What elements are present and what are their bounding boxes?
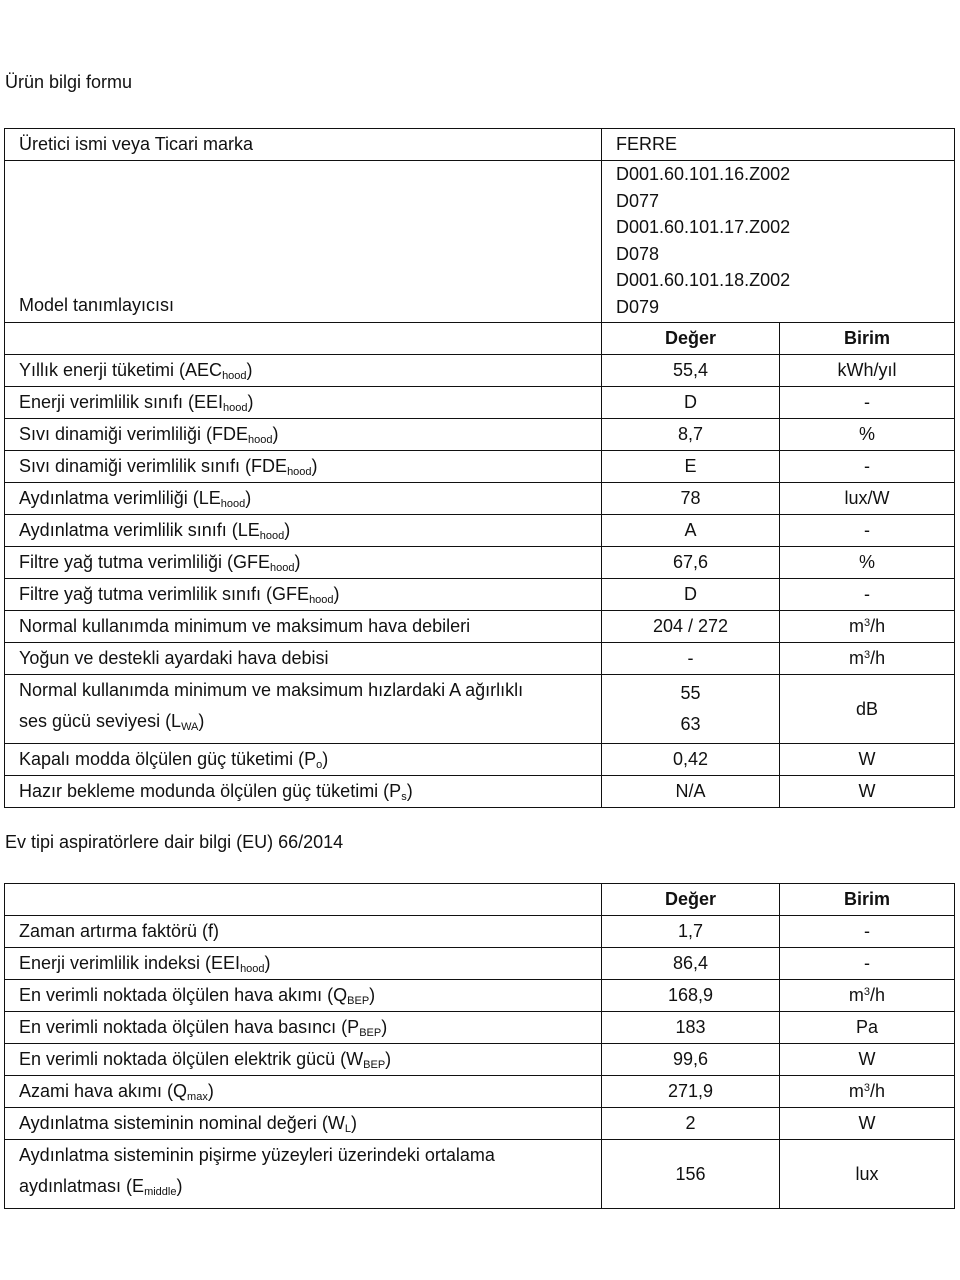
row-unit-end: /h xyxy=(870,985,886,1005)
model-item: D077 xyxy=(616,190,660,211)
row-unit xyxy=(780,643,955,675)
row-label-text: En verimli noktada ölçülen hava akımı (Q xyxy=(19,984,348,1005)
row-label-text: En verimli noktada ölçülen hava basıncı (P xyxy=(19,1016,360,1037)
row-value: 99,6 xyxy=(602,1044,780,1076)
row-label-end: ) xyxy=(247,391,254,412)
row-label-text: Filtre yağ tutma verimlilik sınıfı (GFE xyxy=(19,583,310,604)
table-row xyxy=(5,980,955,1012)
section2-title: Ev tipi aspiratörlere dair bilgi (EU) 66/2014 xyxy=(5,832,344,852)
row-label-sub: hood xyxy=(222,369,247,382)
table-row xyxy=(5,387,955,419)
row-label-end: ) xyxy=(369,984,376,1005)
row-label xyxy=(5,1044,602,1076)
row-unit-end: /h xyxy=(870,616,886,636)
header-row xyxy=(5,323,955,355)
row-label-end: ) xyxy=(406,780,413,801)
table-row xyxy=(5,916,955,948)
row-label xyxy=(5,980,602,1012)
noise-label-sub: WA xyxy=(181,721,199,733)
row-label-sub: L xyxy=(344,1122,351,1135)
col-value-header: Değer xyxy=(602,884,780,916)
row-label-end: ) xyxy=(207,1080,214,1101)
row-label-sub: max xyxy=(187,1090,208,1103)
row-label-end: ) xyxy=(284,519,291,540)
row-unit-text: Pa xyxy=(855,1017,879,1037)
table-row xyxy=(5,483,955,515)
row-label xyxy=(5,916,602,948)
model-label: Model tanımlayıcısı xyxy=(5,161,602,323)
row-unit-end: /h xyxy=(870,648,886,668)
row-unit-text: W xyxy=(858,749,876,769)
row-label-sub: hood xyxy=(223,401,248,414)
row-value: A xyxy=(602,515,780,547)
row-unit-text: - xyxy=(864,584,870,604)
row-label-text: Sıvı dinamiği verimliliği (FDE xyxy=(19,423,249,444)
row-label-text: Aydınlatma verimliliği (LE xyxy=(19,487,221,508)
row-label-end: ) xyxy=(333,583,340,604)
table-row xyxy=(5,948,955,980)
row-unit xyxy=(780,515,955,547)
row-value: 78 xyxy=(602,483,780,515)
table-row xyxy=(5,355,955,387)
row-unit xyxy=(780,1076,955,1108)
header-blank xyxy=(5,884,602,916)
row-value: 168,9 xyxy=(602,980,780,1012)
row-unit-text: m xyxy=(848,985,864,1005)
model-item: D078 xyxy=(616,243,660,264)
row-label-end: ) xyxy=(294,551,301,572)
noise-row xyxy=(5,675,955,744)
row-unit xyxy=(780,419,955,451)
noise-label-line2: ses gücü seviyesi (L xyxy=(19,711,182,731)
noise-value-min: 55 xyxy=(680,683,701,703)
row-label xyxy=(5,419,602,451)
row-unit-text: - xyxy=(864,921,870,941)
row-label-text: Sıvı dinamiği verimlilik sınıfı (FDE xyxy=(19,455,288,476)
col-unit-header: Birim xyxy=(780,884,955,916)
row-label-end: ) xyxy=(246,359,253,380)
header-row xyxy=(5,884,955,916)
row-unit-sup: 3 xyxy=(863,617,871,629)
row-label xyxy=(5,1012,602,1044)
form-title: Ürün bilgi formu xyxy=(5,72,133,92)
row-label-sub: hood xyxy=(287,465,312,478)
row-value: 183 xyxy=(602,1012,780,1044)
illum-label-sub: middle xyxy=(144,1186,177,1198)
row-unit xyxy=(780,980,955,1012)
row-unit xyxy=(780,547,955,579)
row-unit-end: /h xyxy=(870,1081,886,1101)
product-info-table xyxy=(4,128,955,808)
row-value: 8,7 xyxy=(602,419,780,451)
row-unit-text: W xyxy=(858,1049,876,1069)
row-value: N/A xyxy=(602,776,780,808)
row-unit xyxy=(780,483,955,515)
row-value: 2 xyxy=(602,1108,780,1140)
row-unit-text: W xyxy=(858,781,876,801)
illum-label-end: ) xyxy=(176,1176,183,1196)
row-unit-text: W xyxy=(858,1113,876,1133)
table-row xyxy=(5,744,955,776)
table-row xyxy=(5,579,955,611)
table-row xyxy=(5,1108,955,1140)
row-label-sub: BEP xyxy=(347,994,370,1007)
row-label xyxy=(5,451,602,483)
row-unit-sup: 3 xyxy=(863,649,871,661)
row-label xyxy=(5,1108,602,1140)
manufacturer-row xyxy=(5,129,955,161)
row-label-text: Yoğun ve destekli ayardaki hava debisi xyxy=(19,648,329,668)
row-label xyxy=(5,515,602,547)
row-label-sub: s xyxy=(401,790,407,803)
illum-label-line2: aydınlatması (E xyxy=(19,1176,145,1196)
row-unit-sup: 3 xyxy=(863,986,871,998)
row-value: 271,9 xyxy=(602,1076,780,1108)
row-label-sub: hood xyxy=(270,561,295,574)
row-unit-text: kWh/yıl xyxy=(837,360,897,380)
row-value: 67,6 xyxy=(602,547,780,579)
row-label xyxy=(5,643,602,675)
row-label-end: ) xyxy=(264,952,271,973)
row-label-text: Yıllık enerji tüketimi (AEC xyxy=(19,359,223,380)
row-unit-text: - xyxy=(864,392,870,412)
table-row xyxy=(5,776,955,808)
table-row xyxy=(5,451,955,483)
noise-values xyxy=(602,675,780,744)
row-label-text: Enerji verimlilik sınıfı (EEI xyxy=(19,391,224,412)
eu-info-table xyxy=(4,883,955,1209)
row-label-sub: BEP xyxy=(359,1026,382,1039)
row-label xyxy=(5,1076,602,1108)
row-value: D xyxy=(602,387,780,419)
row-label xyxy=(5,483,602,515)
table-row xyxy=(5,515,955,547)
table-row xyxy=(5,1076,955,1108)
row-label-text: Azami hava akımı (Q xyxy=(19,1080,188,1101)
row-unit-text: - xyxy=(864,953,870,973)
row-unit-text: - xyxy=(864,456,870,476)
model-item: D001.60.101.16.Z002 xyxy=(616,164,791,184)
row-label-end: ) xyxy=(311,455,318,476)
table-row xyxy=(5,547,955,579)
table-row xyxy=(5,611,955,643)
row-value: 86,4 xyxy=(602,948,780,980)
row-unit-text: lux/W xyxy=(844,488,890,508)
row-value: 204 / 272 xyxy=(602,611,780,643)
row-unit xyxy=(780,744,955,776)
model-row xyxy=(5,161,955,323)
row-label-sub: hood xyxy=(220,497,246,510)
table-row xyxy=(5,643,955,675)
noise-label-line1: Normal kullanımda minimum ve maksimum hızlardaki A ağırlıklı xyxy=(19,680,524,700)
row-unit xyxy=(780,948,955,980)
row-label-sub: o xyxy=(316,758,323,771)
row-label xyxy=(5,387,602,419)
row-label-end: ) xyxy=(350,1112,357,1133)
illum-label-line1: Aydınlatma sisteminin pişirme yüzeyleri üzerindeki ortalama xyxy=(19,1145,495,1165)
illumination-row xyxy=(5,1140,955,1209)
row-unit xyxy=(780,355,955,387)
illumination-label xyxy=(5,1140,602,1209)
row-unit-text: m xyxy=(848,616,864,636)
row-label-end: ) xyxy=(385,1048,392,1069)
row-label xyxy=(5,948,602,980)
row-label-sub: hood xyxy=(248,433,273,446)
row-label-sub: BEP xyxy=(363,1058,386,1071)
row-label xyxy=(5,611,602,643)
row-label-text: Zaman artırma faktörü (f) xyxy=(19,921,220,941)
row-label xyxy=(5,355,602,387)
row-unit xyxy=(780,579,955,611)
header-blank xyxy=(5,323,602,355)
noise-unit: dB xyxy=(780,675,955,744)
model-list xyxy=(602,161,955,323)
row-label-sub: hood xyxy=(259,529,285,542)
row-unit-text: m xyxy=(848,1081,864,1101)
noise-label-end: ) xyxy=(198,711,205,731)
row-value: - xyxy=(602,643,780,675)
model-item: D001.60.101.17.Z002 xyxy=(616,217,791,237)
row-unit-sup: 3 xyxy=(863,1082,871,1094)
row-label-end: ) xyxy=(272,423,279,444)
row-label xyxy=(5,547,602,579)
row-value: 0,42 xyxy=(602,744,780,776)
row-unit-text: - xyxy=(864,520,870,540)
noise-label xyxy=(5,675,602,744)
table-row xyxy=(5,419,955,451)
row-label-end: ) xyxy=(245,487,252,508)
row-label-text: Aydınlatma verimlilik sınıfı (LE xyxy=(19,519,260,540)
row-unit xyxy=(780,611,955,643)
row-label-text: Filtre yağ tutma verimliliği (GFE xyxy=(19,551,271,572)
row-unit xyxy=(780,916,955,948)
row-label-end: ) xyxy=(381,1016,388,1037)
row-unit xyxy=(780,1044,955,1076)
row-label xyxy=(5,744,602,776)
row-unit-text: % xyxy=(859,424,876,444)
row-unit xyxy=(780,451,955,483)
row-label-sub: hood xyxy=(309,593,334,606)
col-unit-header: Birim xyxy=(780,323,955,355)
row-label xyxy=(5,776,602,808)
row-value: 1,7 xyxy=(602,916,780,948)
row-unit-text: m xyxy=(848,648,864,668)
row-label-sub: hood xyxy=(240,962,265,975)
row-label xyxy=(5,579,602,611)
table-row xyxy=(5,1012,955,1044)
model-item: D079 xyxy=(616,296,660,317)
row-unit xyxy=(780,1108,955,1140)
row-value: 55,4 xyxy=(602,355,780,387)
row-value: D xyxy=(602,579,780,611)
illumination-unit: lux xyxy=(780,1140,955,1209)
illumination-value: 156 xyxy=(602,1140,780,1209)
row-unit-text: % xyxy=(859,552,876,572)
row-unit xyxy=(780,1012,955,1044)
model-item: D001.60.101.18.Z002 xyxy=(616,270,791,290)
row-value: E xyxy=(602,451,780,483)
row-label-text: Enerji verimlilik indeksi (EEI xyxy=(19,952,241,973)
row-label-text: Hazır bekleme modunda ölçülen güç tüketimi (P xyxy=(19,780,402,801)
row-unit xyxy=(780,776,955,808)
noise-value-max: 63 xyxy=(680,714,701,734)
manufacturer-label: Üretici ismi veya Ticari marka xyxy=(5,129,602,161)
row-label-text: En verimli noktada ölçülen elektrik gücü (W xyxy=(19,1048,364,1069)
table-row xyxy=(5,1044,955,1076)
row-label-text: Kapalı modda ölçülen güç tüketimi (P xyxy=(19,748,317,769)
col-value-header: Değer xyxy=(602,323,780,355)
row-label-end: ) xyxy=(322,748,329,769)
row-label-text: Aydınlatma sisteminin nominal değeri (W xyxy=(19,1112,345,1133)
row-label-text: Normal kullanımda minimum ve maksimum hava debileri xyxy=(19,616,471,636)
manufacturer-value: FERRE xyxy=(602,129,955,161)
row-unit xyxy=(780,387,955,419)
